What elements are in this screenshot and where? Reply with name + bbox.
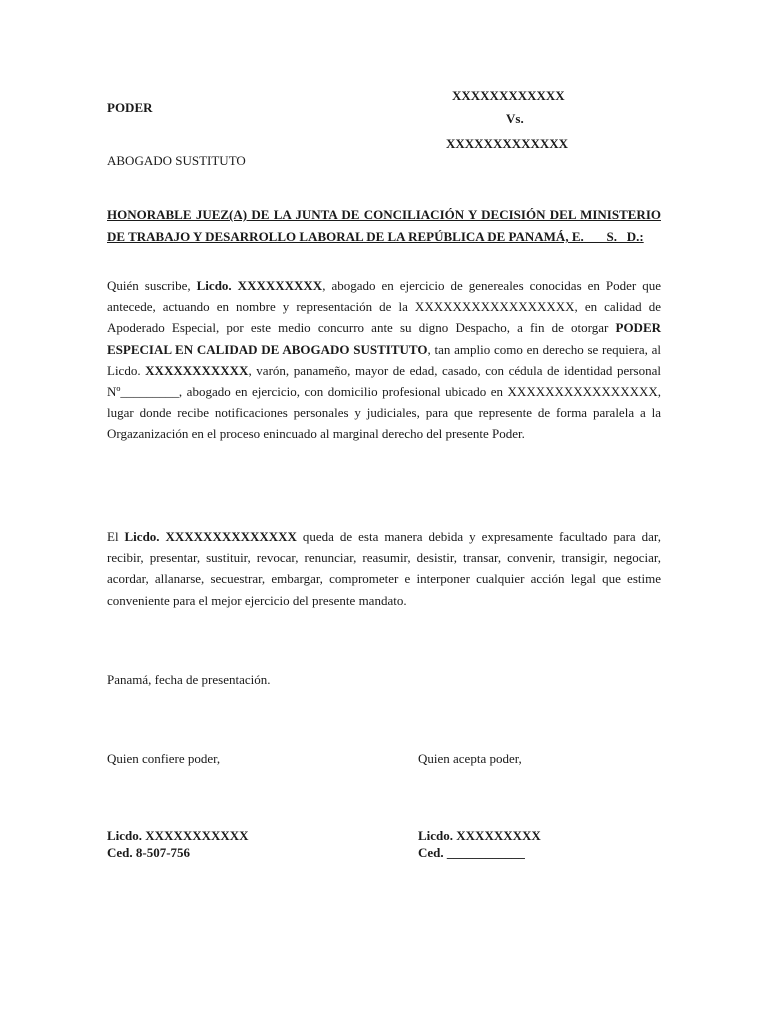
addressee-heading: HONORABLE JUEZ(A) DE LA JUNTA DE CONCILIACIÓN Y DECISIÓN DEL MINISTERIO DE TRABAJO Y DESARROLLO LABORAL DE LA REPÚBLICA DE PANAMÁ, E. S. D.: [107,207,661,244]
signature-right-name: Licdo. XXXXXXXXX [418,828,541,843]
versus-label: Vs. [506,111,524,126]
p2-text-c: queda de esta manera debida y expresamente facultado para dar, recibir, presentar, sustituir, revocar, renunciar, reasumir, desistir, transar, convenir, transigir, negociar, acordar, allanarse, secuestrar, embargar, comprometer e interponer cualquier acción legal que estime conveniente para el mejor ejercicio del presente mandato. [107,529,661,608]
place-date: Panamá, fecha de presentación. [107,672,271,687]
body-paragraph-2 [107,526,661,611]
p1-text-g: , varón, panameño, mayor de edad, casado, con cédula de identidad personal Nº_________, abogado en ejercicio, con domicilio profesional ubicado en XXXXXXXXXXXXXXXX, lugar donde recibe notificaciones personales y judiciales, para que represente de forma paralela a la Orgazanización en el proceso enincuado al marginal derecho del presente Poder. [107,362,661,442]
p1-licdo-grantor: Licdo. XXXXXXXXX [196,278,323,293]
p1-text-c: , abogado en ejercicio de genereales conocidas en Poder que antecede, actuando en nombre y representación de la XXXXXXXXXXXXXXXXX, en calidad de Apoderado Especial, por este medio concurro ante su digno Despacho, a fin de otorgar [107,278,662,336]
doc-subtitle: ABOGADO SUSTITUTO [107,153,246,168]
doc-title: PODER [107,100,153,115]
body-paragraph-1 [107,275,661,445]
p1-substitute-name: XXXXXXXXXXX [145,362,249,378]
case-party-2: XXXXXXXXXXXXX [446,136,569,151]
signature-right-heading: Quien acepta poder, [418,751,522,766]
case-party-1: XXXXXXXXXXXX [452,88,565,103]
p1-text-e: , tan amplio como en derecho se requiera, al Licdo. [107,341,661,378]
signature-left-id: Ced. 8-507-756 [107,845,191,860]
signature-left-name: Licdo. XXXXXXXXXXX [107,828,249,843]
p1-power-type: PODER ESPECIAL EN CALIDAD DE ABOGADO SUSTITUTO [107,320,661,357]
signature-right-id: Ced. ____________ [418,845,525,860]
signature-left-heading: Quien confiere poder, [107,751,221,766]
p2-licdo-name: Licdo. XXXXXXXXXXXXXX [124,529,297,544]
p1-text-a: Quién suscribe, [107,278,197,293]
p2-text-a: El [107,529,125,544]
